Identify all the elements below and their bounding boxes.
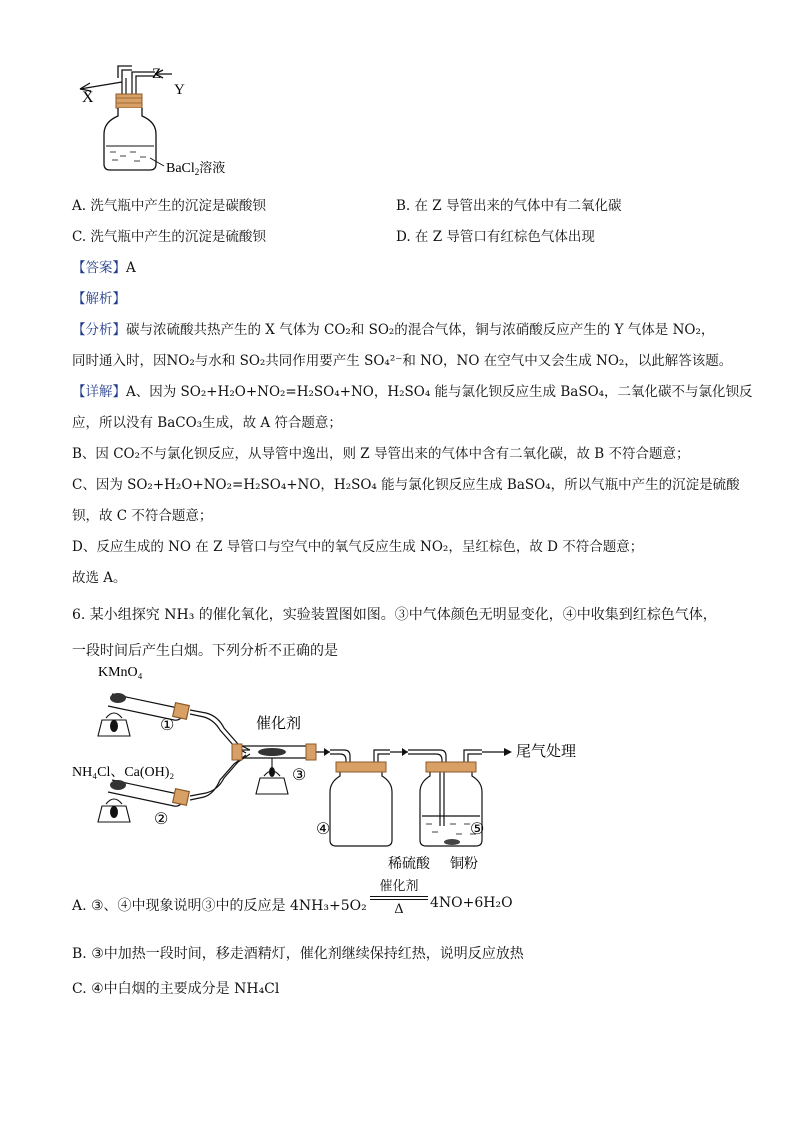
q6-option-b: B. ③中加热一段时间，移走酒精灯，催化剂继续保持红热，说明反应放热: [72, 946, 524, 962]
label-y: Y: [174, 82, 185, 98]
answer-tag: 【答案】: [72, 260, 126, 276]
solution-sub: 2: [194, 167, 200, 177]
option-c: C. 洗气瓶中产生的沉淀是硫酸钡: [72, 229, 266, 245]
label-tail-gas: 尾气处理: [516, 742, 577, 760]
label-dilute-acid: 稀硫酸: [388, 856, 430, 872]
label-n4: ④: [316, 821, 331, 838]
option-a: A. 洗气瓶中产生的沉淀是碳酸钡: [72, 198, 266, 214]
label-n5: ⑤: [470, 821, 485, 838]
label-n2: ②: [154, 811, 169, 828]
q6-stem-line-2: 一段时间后产生白烟。下列分析不正确的是: [72, 643, 338, 659]
reaction-condition: [370, 875, 428, 917]
detail-c-line-2: 钡，故 C 不符合题意；: [72, 508, 213, 524]
fenxi-line-2: 同时通入时，因NO₂与水和 SO₂共同作用要产生 SO₄²⁻和 NO，NO 在空气中又会生成 NO₂，以此解答该题。: [72, 353, 733, 369]
ammonia-oxidation-apparatus: [68, 658, 588, 873]
label-n1: ①: [160, 717, 175, 734]
fenxi-tag: 【分析】: [72, 322, 126, 338]
condition-catalyst: 催化剂: [379, 879, 419, 894]
gas-washing-bottle-figure: [60, 60, 260, 180]
label-nh4cl: NH₄Cl、Ca(OH)₂: [72, 765, 175, 780]
answer-value: A: [126, 260, 136, 276]
q6-option-a-prefix: A. ③、④中现象说明③中的反应是 4NH₃+5O₂: [72, 898, 367, 914]
xiangjie-tag: 【详解】: [72, 384, 126, 400]
answer-line: [72, 256, 136, 276]
detail-a-line-2: 应，所以没有 BaCO₃生成，故 A 符合题意；: [72, 415, 342, 431]
label-z: Z: [152, 66, 162, 82]
detail-d: D、反应生成的 NO 在 Z 导管口与空气中的氧气反应生成 NO₂，呈红棕色，故 D 不符合题意；: [72, 539, 644, 555]
label-n3: ③: [292, 767, 307, 784]
solution-cn: 溶液: [199, 160, 226, 175]
label-kmno4: KMnO₄: [98, 665, 143, 680]
q6-option-a: [72, 895, 367, 915]
svg-text:BaCl2溶液: [166, 160, 225, 177]
solution-chem: BaCl: [166, 161, 195, 176]
label-copper: 铜粉: [450, 856, 478, 872]
fenxi-line-1: 【分析】碳与浓硫酸共热产生的 X 气体为 CO₂和 SO₂的混合气体，铜与浓硝酸反应产生的 Y 气体是 NO₂，: [72, 322, 715, 338]
option-d: D. 在 Z 导管口有红棕色气体出现: [396, 229, 595, 245]
analysis-tag: 【解析】: [72, 291, 126, 307]
q6-option-c: C. ④中白烟的主要成分是 NH₄Cl: [72, 981, 280, 997]
label-x: X: [82, 89, 94, 106]
q6-option-a-suffix: 4NO+6H₂O: [430, 895, 513, 911]
detail-c-line-1: C、因为 SO₂+H₂O+NO₂=H₂SO₄+NO，H₂SO₄ 能与氯化钡反应生成 BaSO₄，所以气瓶中产生的沉淀是硫酸: [72, 477, 740, 493]
q6-stem-line-1: 6. 某小组探究 NH₃ 的催化氧化，实验装置图如图。③中气体颜色无明显变化，④中收集到红棕色气体，: [72, 607, 717, 623]
conclusion: 故选 A。: [72, 570, 127, 586]
detail-b: B、因 CO₂不与氯化钡反应，从导管中逸出，则 Z 导管出来的气体中含有二氧化碳，故 B 不符合题意；: [72, 446, 690, 462]
condition-heat: Δ: [394, 902, 404, 917]
option-b: B. 在 Z 导管出来的气体中有二氧化碳: [396, 198, 622, 214]
detail-a-line-1: 【详解】A、因为 SO₂+H₂O+NO₂=H₂SO₄+NO，H₂SO₄ 能与氯化钡反应生成 BaSO₄，二氧化碳不与氯化钡反: [72, 384, 753, 400]
label-catalyst: 催化剂: [256, 714, 302, 732]
